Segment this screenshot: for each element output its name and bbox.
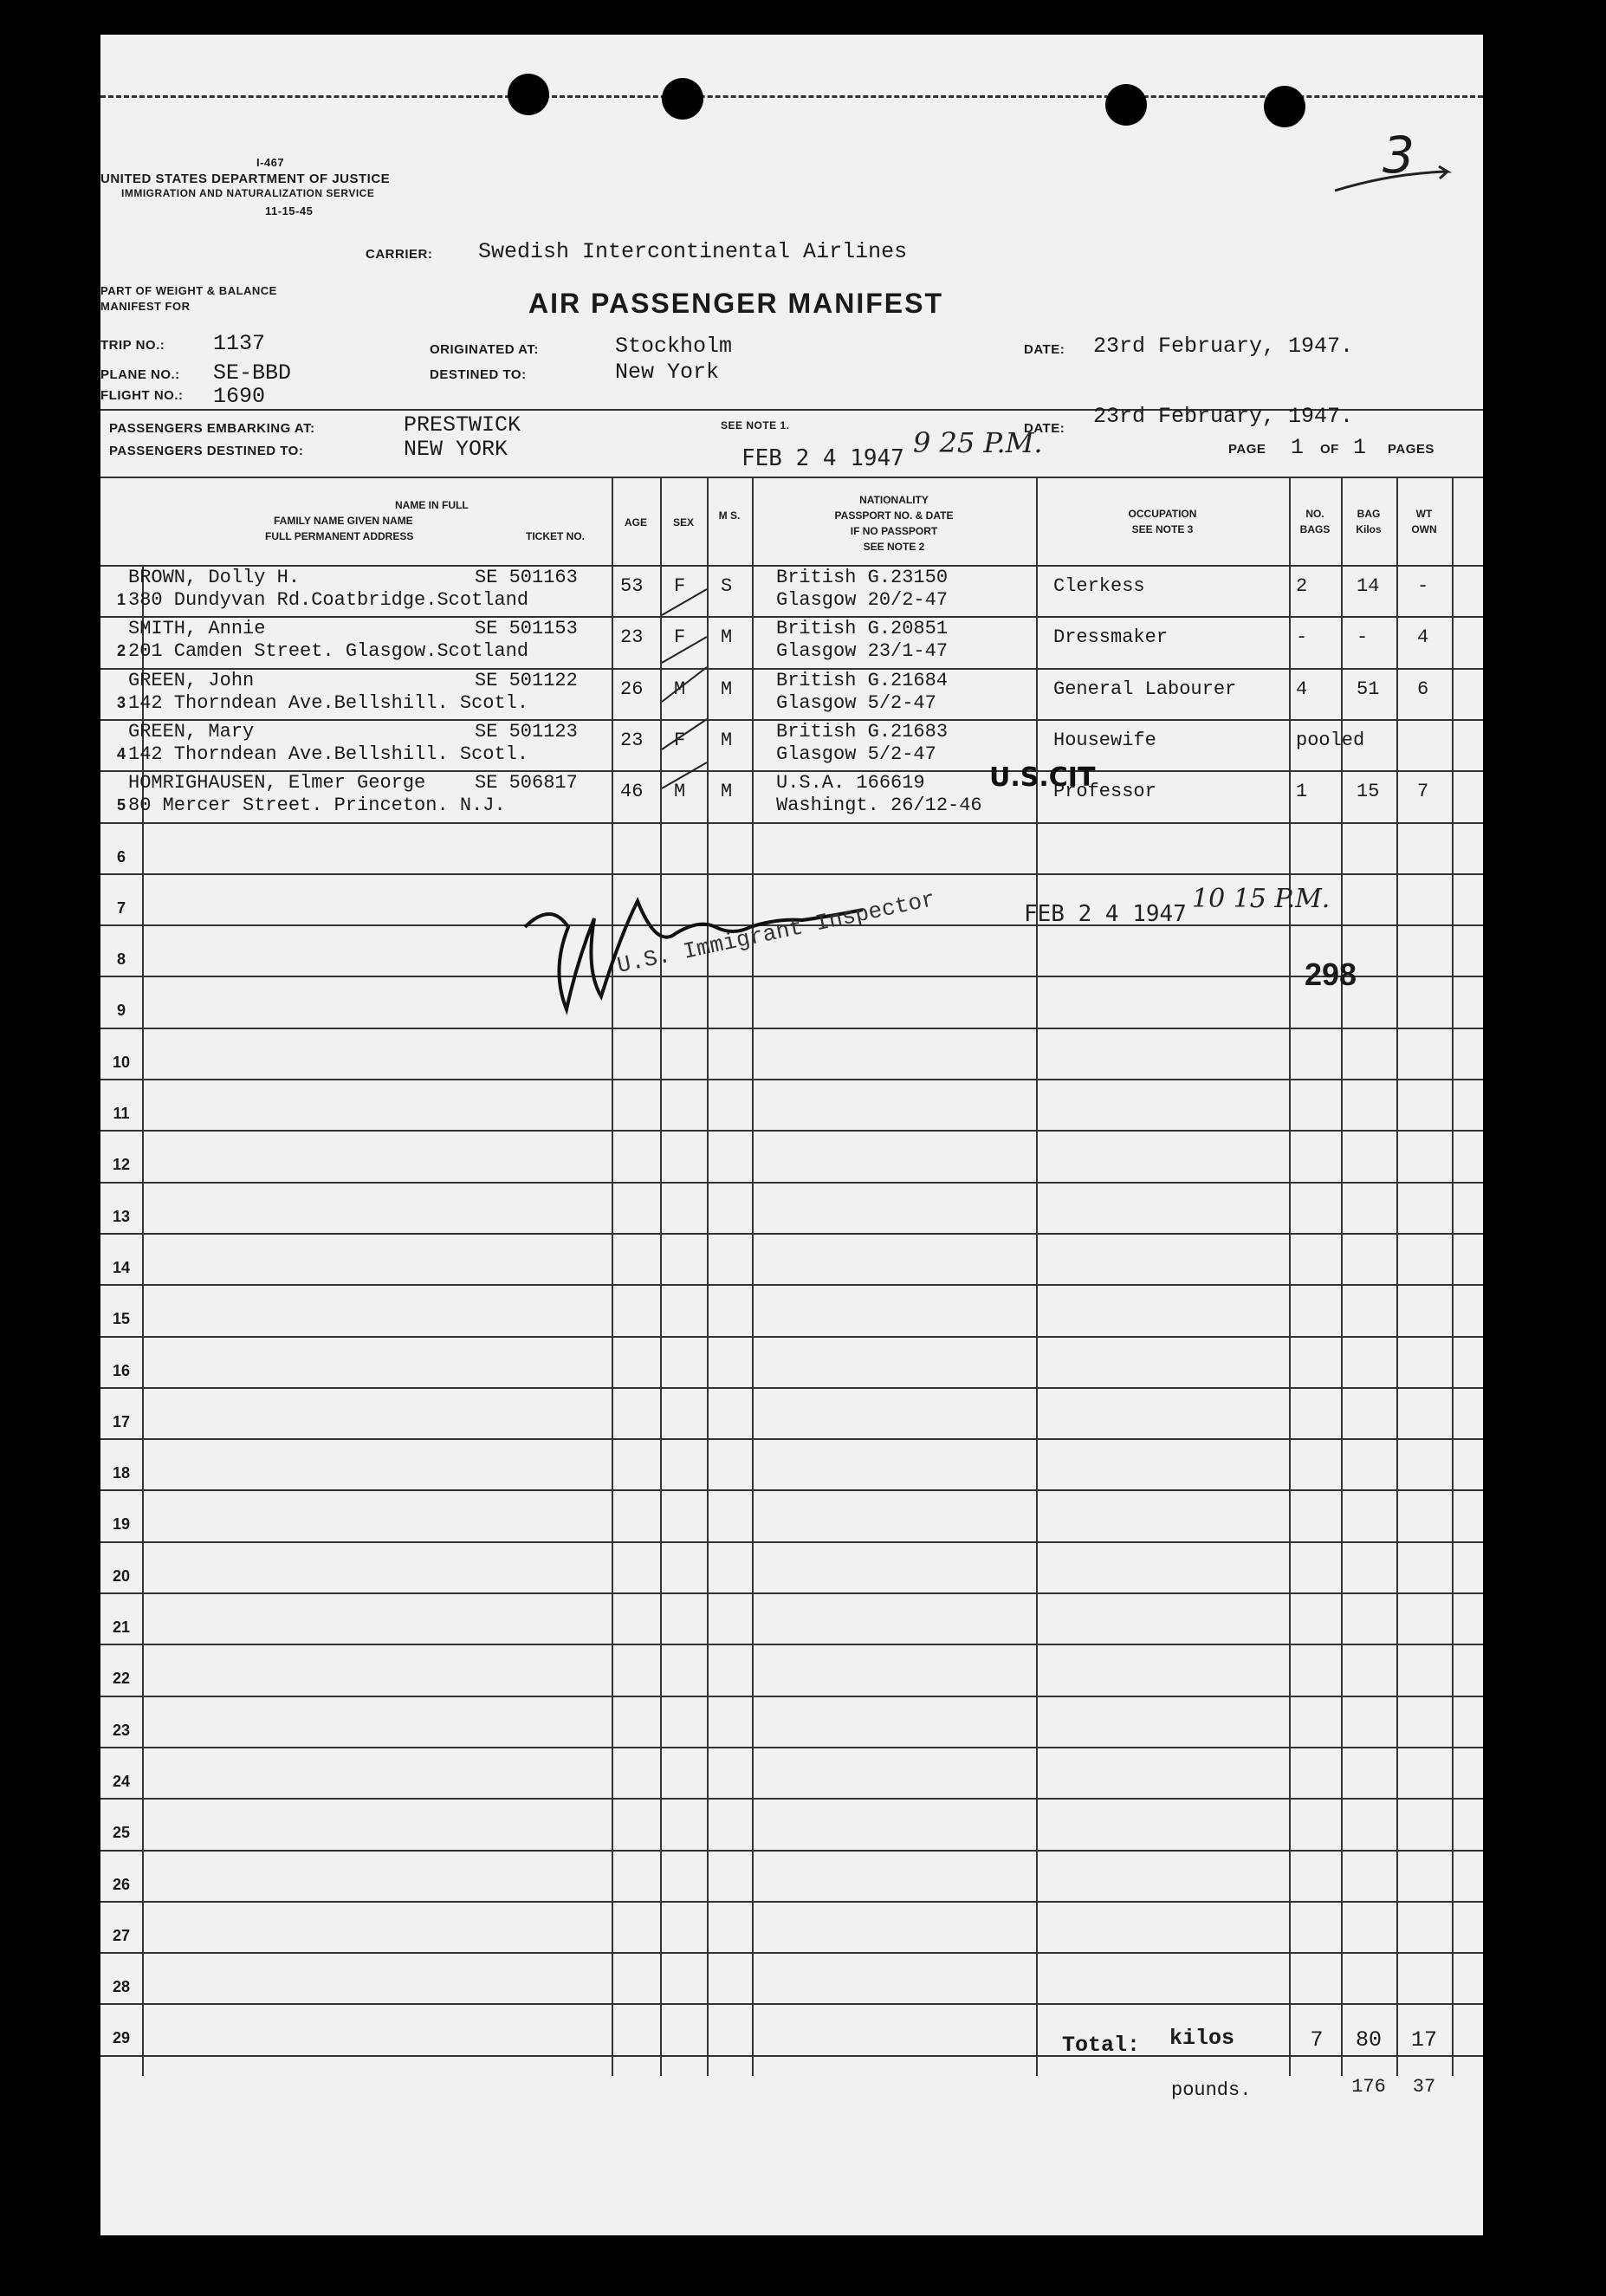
row-line bbox=[100, 822, 1483, 824]
row-number: 17 bbox=[112, 1413, 131, 1430]
row-line bbox=[100, 1336, 1483, 1338]
pounds-wt: 37 bbox=[1412, 2076, 1436, 2098]
us-citizen-stamp: U.S.CIT bbox=[989, 762, 1096, 793]
passenger-line1: BROWN, Dolly H. bbox=[128, 567, 301, 588]
row-line bbox=[100, 2003, 1483, 2005]
row-number: 3 bbox=[116, 694, 126, 711]
punch-hole bbox=[1105, 84, 1147, 126]
carrier-label: CARRIER: bbox=[366, 247, 433, 262]
row-line bbox=[100, 1592, 1483, 1594]
passenger-occupation: Professor bbox=[1053, 781, 1156, 802]
passenger-wt: 7 bbox=[1417, 781, 1429, 802]
col-line bbox=[1452, 477, 1454, 2076]
row-number: 13 bbox=[112, 1208, 131, 1225]
row-line bbox=[100, 1747, 1483, 1748]
passenger-ticket: SE 506817 bbox=[475, 772, 578, 794]
passenger-line1: GREEN, Mary bbox=[128, 721, 255, 743]
row-number: 20 bbox=[112, 1567, 131, 1585]
form-number: I-467 bbox=[256, 156, 285, 169]
passenger-ms: M bbox=[721, 678, 733, 700]
passenger-nat2: Glasgow 20/2-47 bbox=[776, 589, 949, 611]
passenger-ms: S bbox=[721, 575, 733, 597]
row-line bbox=[100, 1850, 1483, 1852]
row-number: 12 bbox=[112, 1156, 131, 1173]
passenger-age: 23 bbox=[620, 626, 644, 648]
passenger-ticket: SE 501123 bbox=[475, 721, 578, 743]
passenger-line2: 380 Dundyvan Rd.Coatbridge.Scotland bbox=[128, 589, 529, 611]
date1-label: DATE: bbox=[1024, 342, 1065, 357]
row-line bbox=[100, 2055, 1483, 2057]
passenger-ticket: SE 501163 bbox=[475, 567, 578, 588]
total-wt: 17 bbox=[1410, 2027, 1437, 2053]
passenger-line2: 80 Mercer Street. Princeton. N.J. bbox=[128, 795, 506, 816]
passenger-nat1: British G.21683 bbox=[776, 721, 949, 743]
date-stamp-inspector: FEB 2 4 1947 bbox=[1024, 901, 1187, 927]
destined-to-label: PASSENGERS DESTINED TO: bbox=[109, 444, 304, 458]
destined-label: DESTINED TO: bbox=[430, 367, 527, 382]
col-header-kilos: BAG Kilos bbox=[1356, 508, 1382, 535]
passenger-kilos: - bbox=[1357, 626, 1369, 648]
passenger-wt: 6 bbox=[1417, 678, 1429, 700]
row-line bbox=[100, 1233, 1483, 1235]
row-line bbox=[100, 1284, 1483, 1286]
form-date: 11-15-45 bbox=[265, 204, 314, 217]
passenger-nat1: British G.21684 bbox=[776, 670, 949, 691]
total-ms-figure: 298 bbox=[1305, 957, 1357, 992]
row-line bbox=[100, 1438, 1483, 1440]
date2-value: 23rd February, 1947. bbox=[1093, 404, 1354, 429]
row-number: 28 bbox=[112, 1978, 131, 1995]
col-header-ticket: TICKET NO. bbox=[526, 530, 585, 542]
row-number: 21 bbox=[112, 1618, 131, 1636]
row-line bbox=[100, 1182, 1483, 1184]
passenger-line2: 142 Thorndean Ave.Bellshill. Scotl. bbox=[128, 692, 529, 714]
destined-value: New York bbox=[615, 360, 720, 385]
row-number: 18 bbox=[112, 1464, 131, 1482]
row-number: 5 bbox=[116, 796, 126, 814]
passenger-occupation: Housewife bbox=[1053, 730, 1156, 751]
passenger-kilos: 51 bbox=[1357, 678, 1380, 700]
col-line bbox=[1341, 477, 1343, 2076]
punch-hole bbox=[508, 74, 549, 115]
passenger-line2: 201 Camden Street. Glasgow.Scotland bbox=[128, 640, 529, 662]
row-number: 24 bbox=[112, 1773, 131, 1790]
part-of-line2: MANIFEST FOR bbox=[100, 300, 191, 313]
row-number: 7 bbox=[116, 899, 126, 917]
passenger-occupation: Clerkess bbox=[1053, 575, 1145, 597]
date-stamp-top: FEB 2 4 1947 bbox=[741, 445, 904, 471]
plane-value: SE-BBD bbox=[213, 360, 292, 386]
row-number: 23 bbox=[112, 1722, 131, 1739]
passenger-sex: F bbox=[674, 626, 686, 648]
pages-label: PAGES bbox=[1388, 442, 1434, 457]
passenger-nat2: Washingt. 26/12-46 bbox=[776, 795, 982, 816]
col-header-bags: NO. BAGS bbox=[1299, 508, 1331, 535]
passenger-line1: SMITH, Annie bbox=[128, 618, 266, 639]
page-label: PAGE bbox=[1228, 442, 1266, 457]
passenger-occupation: General Labourer bbox=[1053, 678, 1237, 700]
row-number: 4 bbox=[116, 745, 126, 762]
of-label: OF bbox=[1320, 442, 1339, 457]
passenger-line1: HOMRIGHAUSEN, Elmer George bbox=[128, 772, 426, 794]
passenger-bags: pooled bbox=[1296, 730, 1365, 751]
page-value: 1 bbox=[1291, 435, 1305, 460]
col-header-occupation: OCCUPATION SEE NOTE 3 bbox=[1128, 508, 1197, 535]
col-line bbox=[752, 477, 754, 2076]
passenger-nat2: Glasgow 23/1-47 bbox=[776, 640, 949, 662]
passenger-wt: - bbox=[1417, 575, 1429, 597]
part-of-line1: PART OF WEIGHT & BALANCE bbox=[100, 284, 277, 297]
row-line bbox=[100, 1696, 1483, 1697]
passenger-line2: 142 Thorndean Ave.Bellshill. Scotl. bbox=[128, 743, 529, 765]
passenger-age: 26 bbox=[620, 678, 644, 700]
pounds-kilos: 176 bbox=[1351, 2076, 1386, 2098]
passenger-ms: M bbox=[721, 730, 733, 751]
row-number: 6 bbox=[116, 848, 126, 866]
date2-label: DATE: bbox=[1024, 421, 1065, 436]
passenger-ticket: SE 501153 bbox=[475, 618, 578, 639]
see-note-1: SEE NOTE 1. bbox=[721, 419, 790, 431]
passenger-sex: F bbox=[674, 575, 686, 597]
row-number: 25 bbox=[112, 1824, 131, 1841]
passenger-ticket: SE 501122 bbox=[475, 670, 578, 691]
col-header-ms: M S. bbox=[718, 509, 741, 522]
row-line bbox=[100, 1541, 1483, 1543]
row-line bbox=[100, 1079, 1483, 1080]
passenger-occupation: Dressmaker bbox=[1053, 626, 1169, 648]
plane-label: PLANE NO.: bbox=[100, 367, 180, 382]
passenger-bags: - bbox=[1296, 626, 1308, 648]
passenger-ms: M bbox=[721, 781, 733, 802]
row-number: 8 bbox=[116, 950, 126, 968]
stamp-time-inspector: 10 15 P.M. bbox=[1192, 884, 1331, 914]
page-mark-underline bbox=[1331, 165, 1452, 199]
carrier-value: Swedish Intercontinental Airlines bbox=[478, 239, 908, 264]
row-line bbox=[100, 1901, 1483, 1903]
col-header-sex: SEX bbox=[672, 516, 694, 529]
row-number: 11 bbox=[113, 1105, 130, 1122]
col-header-name: NAME IN FULL FAMILY NAME GIVEN NAME FULL PERMANENT ADDRESS bbox=[265, 499, 469, 542]
passenger-sex: M bbox=[674, 678, 686, 700]
row-number: 27 bbox=[112, 1927, 131, 1944]
col-line bbox=[612, 477, 613, 2076]
passenger-kilos: 14 bbox=[1357, 575, 1380, 597]
passenger-bags: 2 bbox=[1296, 575, 1308, 597]
passenger-bags: 4 bbox=[1296, 678, 1308, 700]
agency-line1: UNITED STATES DEPARTMENT OF JUSTICE bbox=[100, 172, 391, 186]
passenger-age: 23 bbox=[620, 730, 644, 751]
col-line bbox=[1396, 477, 1398, 2076]
embarking-label: PASSENGERS EMBARKING AT: bbox=[109, 421, 315, 436]
passenger-bags: 1 bbox=[1296, 781, 1308, 802]
passenger-nat1: British G.20851 bbox=[776, 618, 949, 639]
row-number: 15 bbox=[112, 1310, 131, 1327]
punch-hole bbox=[1264, 86, 1305, 127]
total-unit: kilos bbox=[1169, 2026, 1235, 2051]
inspector-title: U.S. Immigrant Inspector bbox=[614, 885, 938, 979]
row-line bbox=[100, 1644, 1483, 1645]
row-number: 10 bbox=[112, 1054, 131, 1071]
col-header-wt: WT OWN bbox=[1411, 508, 1437, 535]
passenger-age: 53 bbox=[620, 575, 644, 597]
passenger-age: 46 bbox=[620, 781, 644, 802]
col-header-nationality: NATIONALITY PASSPORT NO. & DATE IF NO PASSPORT SEE NOTE 2 bbox=[834, 494, 954, 553]
row-line bbox=[100, 1798, 1483, 1800]
punch-hole bbox=[662, 78, 703, 120]
total-kilos: 80 bbox=[1355, 2027, 1382, 2053]
col-line bbox=[1036, 477, 1038, 2076]
originated-value: Stockholm bbox=[615, 334, 733, 359]
row-line bbox=[100, 1028, 1483, 1029]
row-line bbox=[100, 1130, 1483, 1132]
date1-value: 23rd February, 1947. bbox=[1093, 334, 1354, 359]
stamp-time-top: 9 25 P.M. bbox=[913, 426, 1043, 459]
row-number: 1 bbox=[116, 591, 126, 608]
col-header-age: AGE bbox=[624, 516, 647, 529]
passenger-nat2: Glasgow 5/2-47 bbox=[776, 692, 936, 714]
col-line bbox=[1289, 477, 1291, 2076]
passenger-nat1: British G.23150 bbox=[776, 567, 949, 588]
passenger-line1: GREEN, John bbox=[128, 670, 255, 691]
passenger-ms: M bbox=[721, 626, 733, 648]
trip-label: TRIP NO.: bbox=[100, 338, 165, 353]
passenger-kilos: 15 bbox=[1357, 781, 1380, 802]
passenger-wt: 4 bbox=[1417, 626, 1429, 648]
originated-label: ORIGINATED AT: bbox=[430, 342, 539, 357]
row-number: 29 bbox=[112, 2029, 131, 2046]
trip-value: 1137 bbox=[213, 331, 266, 356]
embarking-value: PRESTWICK bbox=[404, 412, 521, 438]
row-line bbox=[100, 1489, 1483, 1491]
row-number: 9 bbox=[116, 1002, 126, 1019]
agency-line2: IMMIGRATION AND NATURALIZATION SERVICE bbox=[121, 187, 375, 199]
of-value: 1 bbox=[1353, 435, 1367, 460]
form-title: AIR PASSENGER MANIFEST bbox=[528, 288, 943, 319]
row-number: 2 bbox=[116, 642, 126, 659]
flight-label: FLIGHT NO.: bbox=[100, 388, 184, 403]
row-number: 14 bbox=[112, 1259, 131, 1276]
total-bags: 7 bbox=[1310, 2027, 1324, 2053]
row-number: 22 bbox=[112, 1670, 131, 1687]
total-label: Total: bbox=[1062, 2033, 1141, 2058]
table-top-border bbox=[100, 477, 1483, 478]
passenger-nat1: U.S.A. 166619 bbox=[776, 772, 925, 794]
row-number: 26 bbox=[112, 1876, 131, 1893]
row-number: 16 bbox=[112, 1362, 131, 1379]
passenger-sex: M bbox=[674, 781, 686, 802]
manifest-sheet bbox=[100, 35, 1483, 2235]
flight-value: 1690 bbox=[213, 384, 266, 409]
destined-to-value: NEW YORK bbox=[404, 437, 508, 462]
row-number: 19 bbox=[112, 1515, 131, 1533]
passenger-sex: F bbox=[674, 730, 686, 751]
sex-column-check-marks bbox=[655, 572, 716, 849]
page-number-mark: 3 bbox=[1383, 126, 1415, 185]
pounds-label: pounds. bbox=[1171, 2079, 1252, 2101]
row-line bbox=[100, 1387, 1483, 1389]
row-line bbox=[100, 1952, 1483, 1954]
passenger-nat2: Glasgow 5/2-47 bbox=[776, 743, 936, 765]
